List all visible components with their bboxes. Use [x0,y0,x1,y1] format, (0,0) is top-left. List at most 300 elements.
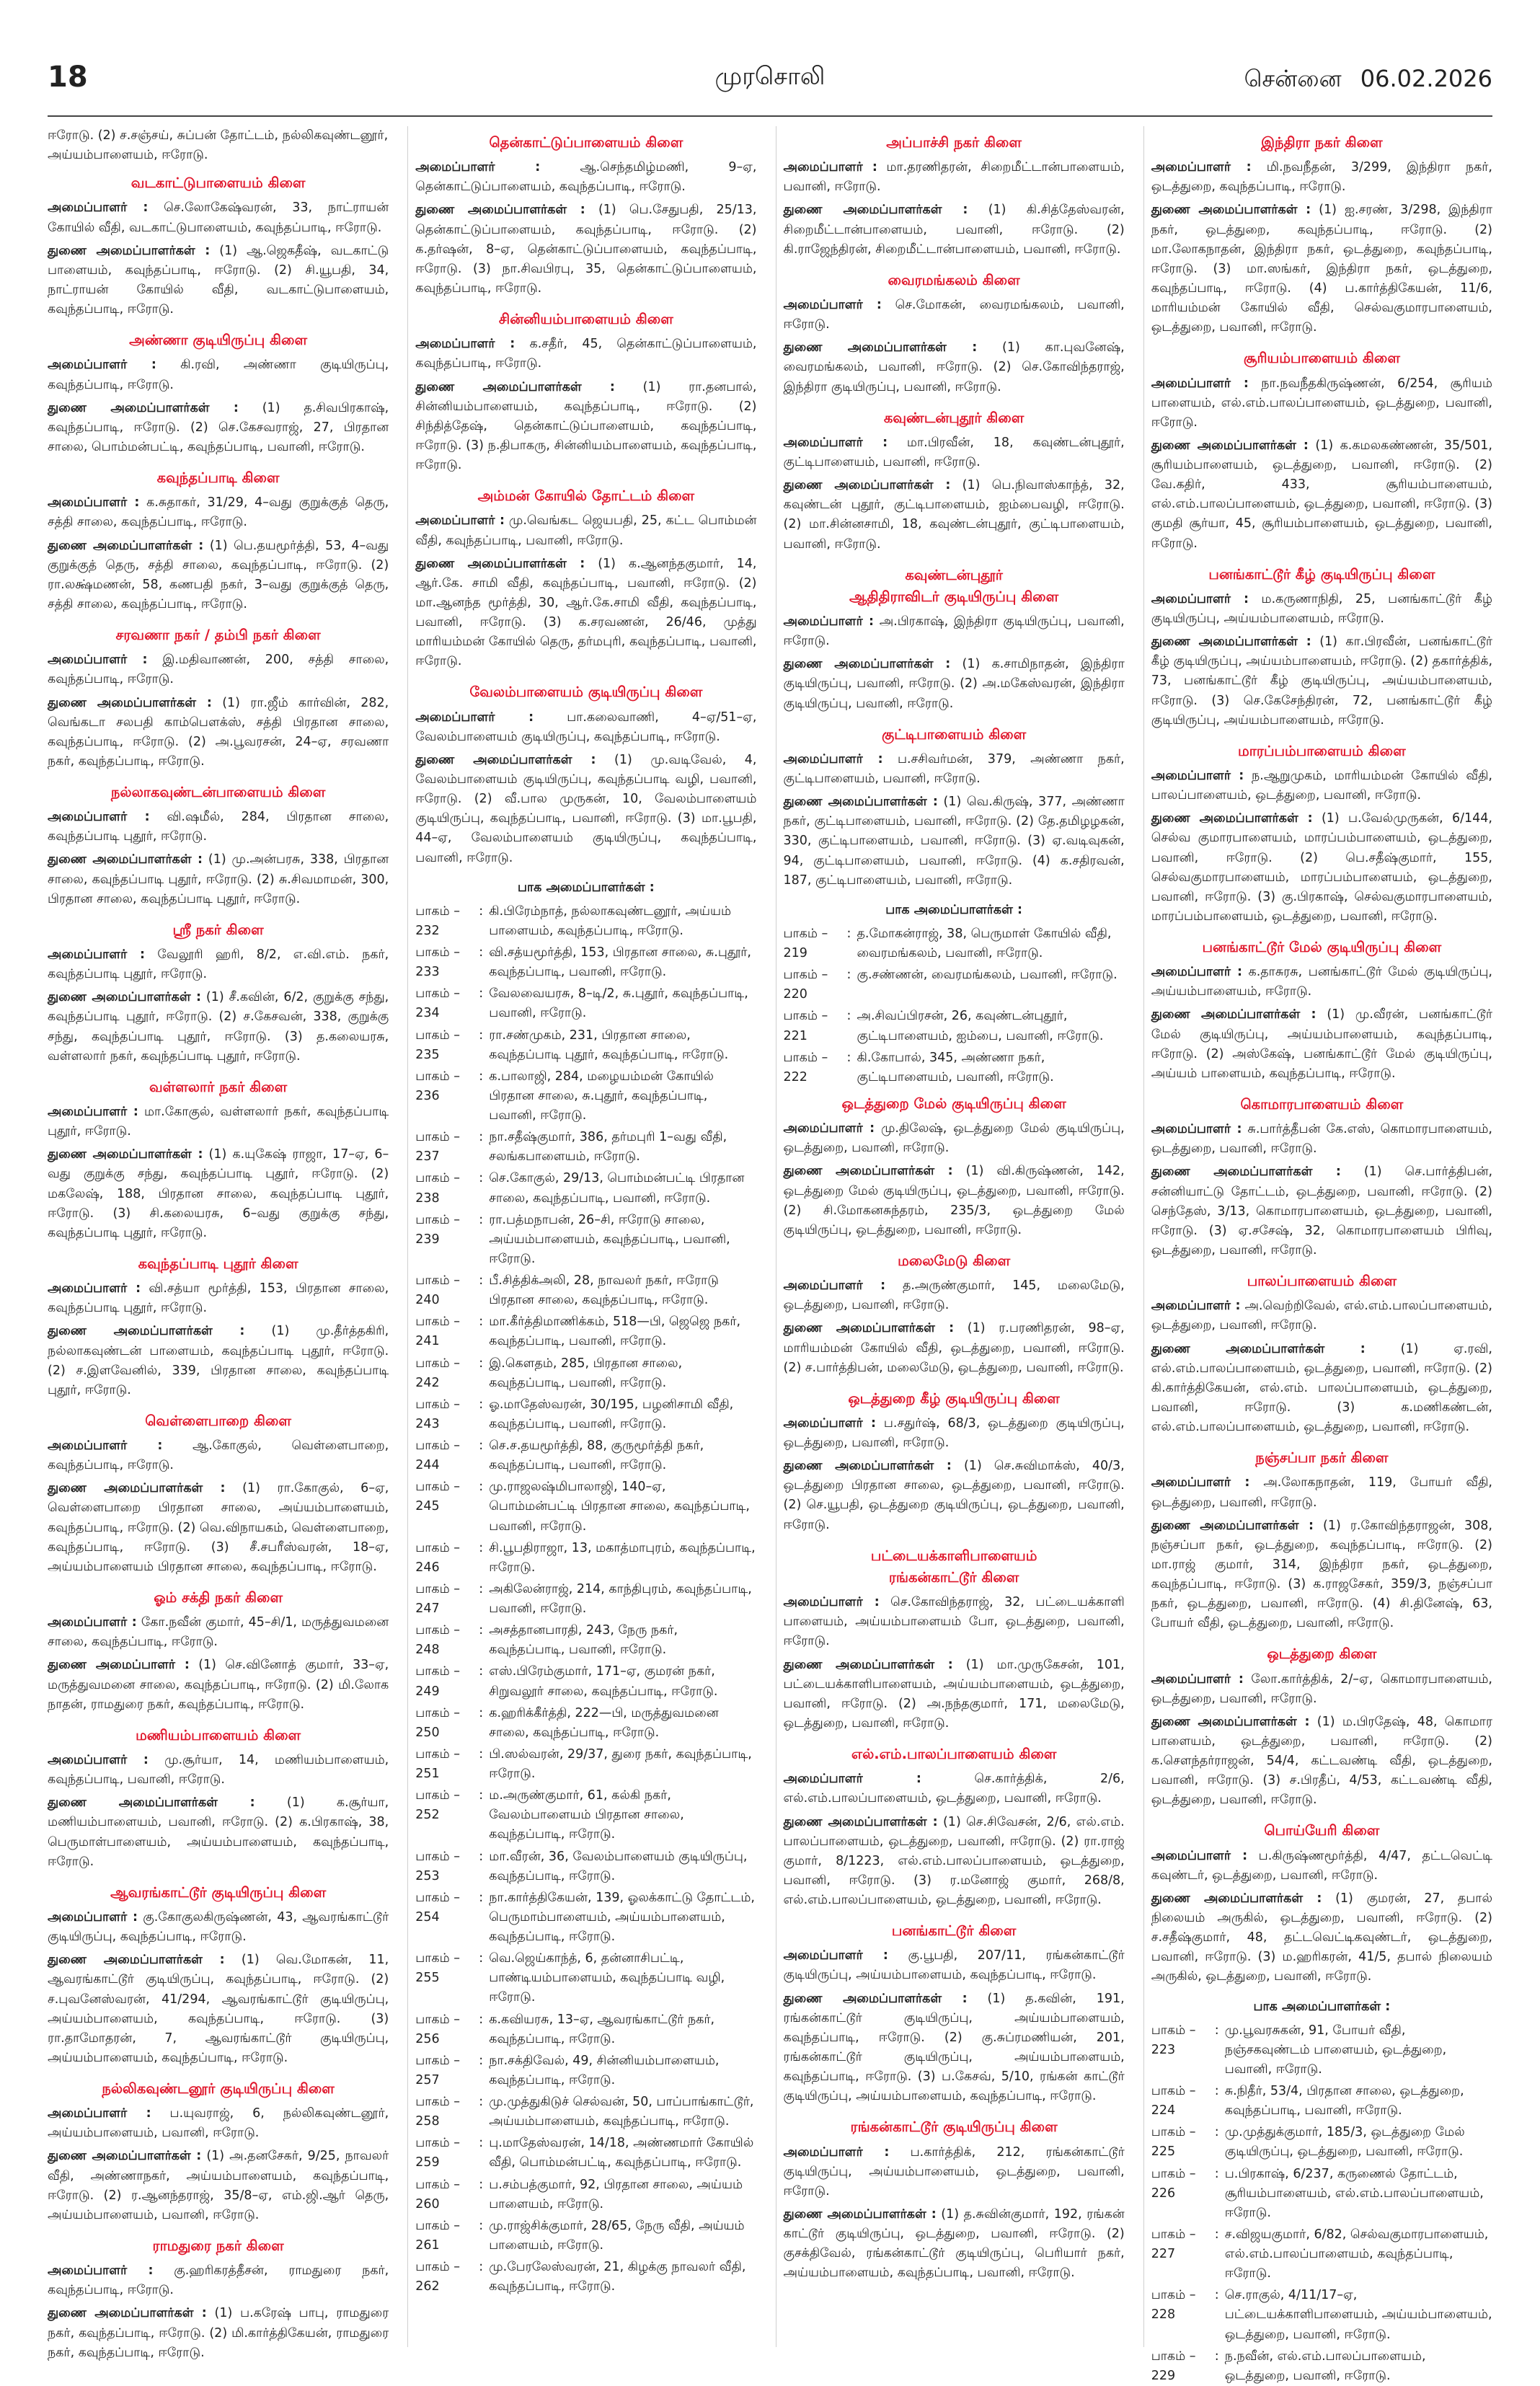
member-details: (1) க.ஆனந்தகுமார், 14, ஆர்.கே. சாமி வீதி, கவுந்தப்பாடி, பவானி, ஈரோடு. (2) மா.ஆனந்த மூர்த்தி, 30, ஆர்.கே.சாமி வீதி, கவுந்தப்பாடி, பவானி, ஈரோடு. (3) க.சரவணன், 26/46, முத்து மாரியம்மன் கோயில் தெரு, தர்மபுரி, கவுந்தப்பாடி, பவானி, ஈரோடு. [415,556,757,669]
booth-row [415,1704,756,1743]
branch-title: வைரமங்கலம் கிளை [888,271,1020,288]
booth-colon: : [479,1581,484,1596]
office-bearer-entry [1151,809,1492,927]
booth-colon: : [479,2095,484,2109]
member-details: (1) பெ.சேதுபதி, 25/13, தென்காட்டுப்பாளையம், கவுந்தப்பாடி, ஈரோடு. (2) க.தர்ஷன், 8–ஏ, தென்காட்டுப்பாளையம், கவுந்தப்பாடி, ஈரோடு. (3) நா.சிவபிரபு, 35, தென்காட்டுப்பாளையம், கவுந்தப்பாடி, ஈரோடு. [415,203,757,296]
office-bearer-entry [1151,1516,1492,1634]
booth-colon: : [479,986,484,1002]
booth-member: நா.சக்திவேல், 49, சின்னியம்பாளையம், கவுந்தப்பாடி, ஈரோடு. [489,2053,720,2087]
branch-title: அப்பாச்சி நகர் கிளை [886,134,1022,151]
booth-colon: : [479,1540,484,1555]
booth-member: கு.சண்ணன், வைரமங்கலம், பவானி, ஈரோடு. [857,968,1118,983]
role-label: துணை அமைப்பாளர்கள் : [1151,1891,1322,1906]
booth-member: த.மோகன்ராஜ், 38, பெருமாள் கோயில் வீதி, வைரமங்கலம், பவானி, ஈரோடு. [857,926,1112,961]
role-label: துணை அமைப்பாளர்கள் : [415,752,596,767]
member-details: (1) ப.கரேஷ் பாபு, ராமதுரை நகர், கவுந்தப்பாடி, ஈரோடு. (2) மி.கார்த்திகேயன், ராமதுரை நகர், கவுந்தப்பாடி, ஈரோடு. [48,2306,389,2360]
booth-colon: : [479,1788,484,1803]
booth-colon: : [479,1849,484,1864]
office-bearer-entry [415,335,756,374]
booth-colon: : [479,2053,484,2068]
member-details: (1) பெ.தயமூர்த்தி, 53, 4–வது குறுக்குத் தெரு, சத்தி சாலை, கவுந்தப்பாடி, ஈரோடு. (2) ரா.லக்ஷ்மணன், 58, கணபதி நகர், 3–வது குறுக்குத் தெரு, சத்தி சாலை, கவுந்தப்பாடி, ஈரோடு. [48,538,389,611]
booth-number: பாகம் – 223 [1151,2023,1196,2057]
role-label: அமைப்பாளர் : [48,1615,137,1630]
booth-row [415,2258,756,2297]
booth-colon: : [1214,2084,1219,2099]
booth-member: கி.பிரேம்நாத், நல்லாகவுண்டனூர், அய்யம் பாளையம், கவுந்தப்பாடி, ஈரோடு. [489,903,732,938]
booth-member: க.ஹரிக்கீர்த்தி, 222—பி, மருத்துவமனை சாலை, கவுந்தப்பாடி, ஈரோடு. [489,1705,719,1740]
member-details: மு.திலேஷ், ஒடத்துறை மேல் குடியிருப்பு, ஒடத்துறை, பவானி, ஈரோடு. [783,1121,1125,1156]
booth-member: மு.பேரலேஸ்வரன், 21, கிழக்கு நாவலர் வீதி, கவுந்தப்பாடி, ஈரோடு. [489,2260,746,2294]
member-details: (1) ஏ.ரவி, எல்.எம்.பாலப்பாளையம், ஒடத்துறை, பவானி, ஈரோடு. (2) கி.கார்த்திகேயன், எல்.எம். பாலப்பாளையம், ஒடத்துறை, பவானி, ஈரோடு. (3) க.மணிகண்டன், எல்.எம்.பாலப்பாளையம், ஒடத்துறை, பவானி, ஈரோடு. [1151,1341,1492,1435]
member-details: க.தாசுரசு, பனங்காட்டூர் மேல் குடியிருப்பு, அய்யம்பாளையம், ஈரோடு. [1151,965,1492,999]
office-bearer-entry [48,988,389,1066]
branch-title: மாரப்பம்பாளையம் கிளை [1238,742,1406,759]
booth-row [784,966,1125,1004]
office-bearer-entry [1151,1162,1492,1260]
booth-colon: : [479,1130,484,1145]
booth-colon: : [479,1951,484,1966]
booth-member: ம.அருண்குமார், 61, கல்கி நகர், வேலம்பாளையம் பிரதான சாலை, கவுந்தப்பாடி, ஈரோடு. [489,1788,684,1842]
office-bearer-entry [48,536,389,615]
booth-number: பாகம் – 253 [415,1849,461,1883]
branch-title: நல்லாகவுண்டன்பாளையம் கிளை [110,784,326,800]
role-label: அமைப்பாளர் : [48,200,149,216]
role-label: துணை அமைப்பாளர்கள் : [1151,1007,1316,1022]
branch-section [1151,937,1492,1084]
office-bearer-entry [784,1457,1125,1535]
member-details: க.சதீர், 45, தென்காட்டுப்பாளையம், கவுந்தப்பாடி, ஈரோடு. [415,337,757,371]
role-label: துணை அமைப்பாளர்கள் : [1151,635,1311,650]
branch-title: சரவணா நகர் / தம்பி நகர் கிளை [115,627,321,644]
booth-number: பாகம் – 261 [415,2218,461,2253]
role-label: துணை அமைப்பாளர்கள் : [783,478,951,493]
branch-title: பனங்காட்டூர் கிளை [891,1922,1017,1940]
role-label: துணை அமைப்பாளர்கள் : [783,1991,968,2006]
booth-number: பாகம் – 248 [415,1623,461,1658]
role-label: அமைப்பாளர் : [48,810,150,825]
branch-title: பொய்யேரி கிளை [1264,1822,1380,1839]
office-bearer-entry [415,200,756,299]
member-details: கோ.நவீன் குமார், 45–சி/1, மருத்துவமனை சாலை, கவுந்தப்பாடி, ஈரோடு. [48,1615,389,1650]
newspaper-name: முரசொலி [714,62,826,91]
office-bearer-entry [48,198,389,237]
branch-section [1151,1447,1492,1633]
role-label: அமைப்பாளர் : [48,358,156,373]
member-details: (1) ர.பரணிதரன், 98–ஏ, மாரியம்மன் கோயில் வீதி, ஒடத்துறை, பவானி, ஈரோடு. (2) ச.பார்த்திபன், மலைமேடு, ஒடத்துறை, பவானி, ஈரோடு. [783,1321,1125,1375]
office-bearer-entry [1151,436,1492,554]
role-label: அமைப்பாளர் : [1151,376,1249,391]
booth-member: வெ.ஜெய்காந்த், 6, தன்னாசிபட்டி, பாண்டியம்பாளையம், கவுந்தப்பாடி வழி, ஈரோடு. [489,1951,725,2005]
office-bearer-entry [1151,1005,1492,1084]
role-label: துணை அமைப்பாளர்கள் : [48,1953,225,1968]
branch-section [48,624,389,772]
booth-colon: : [479,2012,484,2027]
office-bearer-entry [1151,158,1492,197]
office-bearer-entry [48,1436,389,1475]
booth-colon: : [479,2218,484,2233]
role-label: துணை அமைப்பாளர்கள் : [48,243,211,258]
role-label: அமைப்பாளர் : [48,2106,151,2121]
member-details: (1) அ.தனசேகர், 9/25, நாவலர் வீதி, அண்ணாநகர், அய்யம்பாளையம், கவுந்தப்பாடி, ஈரோடு. (2) ர.ஆனந்தராஜ், 35/8–ஏ, எம்.ஜி.ஆர் தெரு, அய்யம்பாளையம், பவானி, ஈரோடு. [48,2149,389,2222]
article-columns [48,126,1493,2383]
booth-colon: : [479,1069,484,1084]
member-details: (1) ஆ.ஜெகதீஷ், வடகாட்டு பாளையம், கவுந்தப்பாடி, ஈரோடு. (2) சி.யூபதி, 34, நாட்ராயன் கோயில் வீதி, வடகாட்டுபாளையம், கவுந்தப்பாடி, ஈரோடு. [48,243,389,317]
booth-member: மு.ராஜலஷ்மிபாலாஜி, 140–ஏ, பொம்மன்பட்டி பிரதான சாலை, கவுந்தப்பாடி, பவானி, ஈரோடு. [489,1480,750,1534]
booth-colon: : [479,1623,484,1638]
booth-number: பாகம் – 240 [415,1273,461,1308]
booth-number: பாகம் – 235 [415,1028,461,1062]
office-bearer-entry [48,1322,389,1400]
member-details: ப.யுவராஜ், 6, நல்லிகவுண்டனூர், அய்யம்பாளையம், பவானி, ஈரோடு. [48,2106,389,2141]
role-label: அமைப்பாளர் : [48,653,148,668]
member-details: ந.ஆறுமுகம், மாரியம்மன் கோயில் வீதி, பாலப்பாளையம், ஒடத்துறை, பவானி, ஈரோடு. [1151,769,1492,803]
role-label: துணை அமைப்பாளர்கள் : [48,852,203,867]
member-details: ப.சசிவர்மன், 379, அண்ணா நகர், குட்டிபாளையம், பவானி, ஈரோடு. [783,751,1125,787]
role-label: துணை அமைப்பாளர்கள் : [1151,811,1313,826]
booth-colon: : [479,1273,484,1288]
booth-number: பாகம் – 225 [1151,2125,1196,2160]
role-label: அமைப்பாளர் : [783,1948,888,1963]
booth-row [1151,2123,1492,2162]
branch-section [784,407,1125,554]
branch-title: பனங்காட்டூர் மேல் குடியிருப்பு கிளை [1202,939,1442,955]
role-label: அமைப்பாளர் : [783,298,882,313]
role-label: அமைப்பாளர் : [783,2144,890,2160]
branch-section [784,1545,1125,1733]
booth-member: பீ.சித்திக்அலி, 28, நாவலர் நகர், ஈரோடு பிரதான சாலை, கவுந்தப்பாடி, ஈரோடு. [489,1273,719,1308]
booth-member: கி.கோபால், 345, அண்ணா நகர், குட்டிபாளையம், பவானி, ஈரோடு. [857,1050,1054,1084]
branch-section [1151,1094,1492,1260]
booth-member: மு.பூவரசுகன், 91, போயர் வீதி, நஞ்சகவுண்டம் பாளையம், ஒடத்துறை, பவானி, ஈரோடு. [1224,2023,1447,2077]
role-label: துணை அமைப்பாளர்கள் : [415,203,585,218]
member-details: க.சுதாகர், 31/29, 4–வது குறுக்குத் தெரு, சத்தி சாலை, கவுந்தப்பாடி, ஈரோடு. [48,495,389,530]
booth-member: மு.முத்துக்குமார், 185/3, ஒடத்துறை மேல் குடியிருப்பு, ஒடத்துறை, பவானி, ஈரோடு. [1224,2125,1465,2160]
booth-row [415,1395,756,1434]
booth-colon: : [479,1746,484,1762]
member-details: சு.பார்த்தீபன் கே.எஸ், கொமாரபாளையம், ஒடத்துறை, பவானி, ஈரோடு. [1151,1122,1492,1157]
office-bearer-entry [48,1908,389,1947]
booth-number: பாகம் – 232 [415,903,461,938]
branch-title: பனங்காட்டூர் கீழ் குடியிருப்பு கிளை [1208,565,1435,583]
booth-member: வேலவையரசு, 8–டி/2, சு.புதூர், கவுந்தப்பாடி, பவானி, ஈரோடு. [489,986,748,1021]
masthead [48,58,1492,108]
office-bearer-entry [1151,1296,1492,1335]
member-details: (1) வெ.கிருஷ், 377, அண்ணா நகர், குட்டிபாளையம், பவானி, ஈரோடு. (2) தே.தமிழழகன், 330, குட்டிபாளையம், பவானி, ஈரோடு. (3) ஏ.வடிவுகன், 94, குட்டிபாளையம், பவானி, ஈரோடு. (4) க.சதிரவன், 187, குட்டிபாளையம், பவானி, ஈரோடு. [783,795,1125,888]
role-label: அமைப்பாளர் : [1151,160,1252,175]
member-details: செ.லோகேஷ்வரன், 33, நாட்ராயன் கோயில் வீதி, வடகாட்டுபாளையம், கவுந்தப்பாடி, ஈரோடு. [48,200,389,235]
role-label: துணை அமைப்பாளர்கள் : [1151,1165,1341,1180]
booth-row [415,902,756,941]
branch-title: பாலப்பாளையம் கிளை [1247,1273,1397,1290]
booth-row [415,2175,756,2214]
branch-title: தென்காட்டுப்பாளையம் கிளை [489,134,683,151]
booth-number: பாகம் – 219 [783,926,828,961]
booth-member: க.கவியரசு, 13–ஏ, ஆவரங்காட்டூர் நகர், கவுந்தப்பாடி, ஈரோடு. [489,2012,715,2046]
role-label: அமைப்பாளர் : [1151,769,1244,783]
office-bearer-entry [784,1162,1125,1240]
office-bearer-entry [1151,200,1492,337]
branch-section [48,2078,389,2225]
member-details: செ.மோகன், வைரமங்கலம், பவானி, ஈரோடு. [783,298,1125,332]
office-bearer-entry [48,1950,389,2068]
booth-row [1151,2021,1492,2080]
role-label: துணை அமைப்பாளர்கள் : [48,2149,202,2164]
member-details: (1) வி.கிருஷ்ணன், 142, ஒடத்துறை மேல் குடியிருப்பு, ஒடத்துறை, பவானி, ஈரோடு. (2) சி.மோகனசுந்தரம், 235/3, ஒடத்துறை மேல் குடியிருப்பு, ஒடத்துறை, பவானி, ஈரோடு. [783,1164,1125,1237]
booth-member: க.பாலாஜி, 284, மழையம்மன் கோயில் பிரதான சாலை, சு.புதூர், கவுந்தப்பாடி, பவானி, ஈரோடு. [489,1069,714,1123]
office-bearer-entry [415,158,756,197]
booth-number: பாகம் – 246 [415,1540,461,1575]
role-label: அமைப்பாளர் : [48,2263,154,2279]
office-bearer-entry [48,945,389,984]
member-details: அ.லோகநாதன், 119, போயர் வீதி, ஒடத்துறை, பவானி, ஈரோடு. [1151,1475,1492,1510]
role-label: அமைப்பாளர் : [1151,1848,1248,1863]
booth-number: பாகம் – 236 [415,1069,461,1103]
booth-colon: : [479,1480,484,1495]
booth-colon: : [1214,2288,1219,2303]
member-details: (1) க.யுகேஷ் ராஜா, 17–ஏ, 6–வது குறுக்கு சந்து, கவுந்தப்பாடி புதூர், ஈரோடு. (2) மகலேஷ், 188, பிரதான சாலை, கவுந்தப்பாடி புதூர், ஈரோடு. (3) சி.கலையரசு, 6–வது குறுக்கு சந்து, கவுந்தப்பாடி புதூர், ஈரோடு. [48,1147,389,1240]
booth-colon: : [479,1212,484,1227]
role-label: துணை அமைப்பாளர்கள் : [48,400,239,415]
header-rule [48,115,1492,117]
column-1 [48,126,389,2360]
member-details: (1) மா.முருகேசன், 101, பட்டையக்காளிபாளையம், அய்யம்பாளையம், ஒடத்துறை, பவானி, ஈரோடு. (2) அ.நந்தகுமார், 171, மலைமேடு, ஒடத்துறை, பவானி, ஈரோடு. [783,1657,1125,1731]
role-label: துணை அமைப்பாளர்கள் : [783,2206,937,2222]
member-details: (1) சீ.கவின், 6/2, குறுக்கு சந்து, கவுந்தப்பாடி புதூர், ஈரோடு. (2) ச.கேசவன், 338, குறுக்கு சந்து, கவுந்தப்பாடி புதூர், ஈரோடு. (3) த.கலையரசு, வள்ளலார் நகர், கவுந்தப்பாடி புதூர், ஈரோடு. [48,990,389,1064]
member-details: இ.மதிவாணன், 200, சத்தி சாலை, கவுந்தப்பாடி, ஈரோடு. [48,653,389,687]
booth-colon: : [479,1664,484,1679]
member-details: மா.கோகுல், வள்ளலார் நகர், கவுந்தப்பாடி புதூர், ஈரோடு. [48,1105,389,1139]
booth-row [784,924,1125,963]
role-label: அமைப்பாளர் : [783,435,888,450]
booth-row [415,1621,756,1660]
booth-row [415,1354,756,1393]
office-bearer-entry [48,850,389,909]
branch-title: கவுண்டன்புதூர் கிளை [883,409,1025,426]
booth-colon: : [479,1356,484,1371]
branch-title: அம்மன் கோயில் தோட்டம் கிளை [477,487,695,505]
role-label: அமைப்பாளர் : [415,160,541,175]
branch-title: வெள்ளைபாறை கிளை [145,1412,291,1429]
branch-section [1151,1271,1492,1437]
booth-row [784,1048,1125,1087]
member-details: (1) ரா.கோகுல், 6–ஏ, வெள்ளைபாறை பிரதான சாலை, அய்யம்பாளையம், கவுந்தப்பாடி, ஈரோடு. (2) வெ.விநாயகம், வெள்ளைபாறை, கவுந்தப்பாடி, ஈரோடு. (3) சீ.சபரீஸ்வரன், 18–ஏ, அய்யம்பாளையம் பிரதான சாலை, கவுந்தப்பாடி, ஈரோடு. [48,1481,389,1574]
branch-section [784,132,1125,260]
office-bearer-entry [1151,766,1492,805]
column-4 [1143,126,1493,2383]
role-label: துணை அமைப்பாளர்கள் : [783,203,968,218]
role-label: துணை அமைப்பாளர்கள் : [783,1459,952,1474]
edition-city: சென்னை [1244,65,1342,92]
member-details: (1) க.கமலகண்ணன், 35/501, சூரியம்பாளையம், ஒடத்துறை, பவானி, ஈரோடு. (2) வே.கதிர், 433, சூரியம்பாளையம், எல்.எம்.பாலப்பாளையம், ஒடத்துறை, பவானி, ஈரோடு. (3) குமதி சூர்யா, 45, சூரியம்பாளையம், ஒடத்துறை, பவானி, ஈரோடு. [1151,438,1492,551]
branch-section [48,1253,389,1400]
member-details: ப.கார்த்திக், 212, ரங்கன்காட்டூர் குடியிருப்பு, அய்யம்பாளையம், ஒடத்துறை, பவானி, ஈரோடு. [783,2144,1125,2199]
member-details: லோ.கார்த்திக், 2/–ஏ, கொமாரபாளையம், ஒடத்துறை, பவானி, ஈரோடு. [1151,1671,1492,1706]
role-label: அமைப்பாளர் : [783,1415,877,1431]
booth-row [415,1888,756,1947]
office-bearer-entry [784,1319,1125,1377]
office-bearer-entry [1151,1670,1492,1709]
branch-section [1151,1820,1492,1987]
booth-member: அகிலேன்ராஜ், 214, காந்திபுரம், கவுந்தப்பாடி, பவானி, ஈரோடு. [489,1581,752,1616]
booth-number: பாகம் – 222 [783,1050,828,1084]
booth-member: மு.முத்துகிடுச் செல்வன், 50, பாப்பாங்காட்டூர், அய்யம்பாளையம், கவுந்தப்பாடி, ஈரோடு. [489,2095,754,2129]
role-label: அமைப்பாளர் : [1151,1475,1250,1490]
branch-title: குட்டிபாளையம் கிளை [882,725,1027,743]
branch-title: ஆவரங்காட்டூர் குடியிருப்பு கிளை [110,1883,327,1901]
branch-section [784,1093,1125,1240]
member-details: மா.பிரவீன், 18, கவுண்டன்புதூர், குட்டிபாளையம், பவானி, ஈரோடு. [783,435,1125,470]
office-bearer-entry [48,355,389,394]
booth-member: பி.ஸல்வரன், 29/37, துரை நகர், கவுந்தப்பாடி, ஈரோடு. [489,1746,752,1781]
booth-row [415,1067,756,1126]
role-label: அமைப்பாளர் : [783,751,883,766]
booth-colon: : [1214,2349,1219,2364]
role-label: துணை அமைப்பாளர்கள் : [783,795,938,810]
office-bearer-entry [415,554,756,672]
office-bearer-entry [1151,963,1492,1002]
branch-title: ராமதுரை நகர் கிளை [152,2237,284,2254]
booth-number: பாகம் – 234 [415,986,461,1021]
booth-row [415,1539,756,1578]
branch-section [1151,741,1492,927]
booth-member: ச.விஜயகுமார், 6/82, செல்வகுமாரபாளையம், எல்.எம்.பாலப்பாளையம், கவுந்தப்பாடி, ஈரோடு. [1224,2227,1489,2281]
office-bearer-entry [784,1946,1125,1985]
member-details: செ.கோவிந்தராஜ், 32, பட்டையக்காளி பாளையம், அய்யம்பாளையம் போ, ஒடத்துறை, பவானி, ஈரோடு. [783,1595,1125,1649]
office-bearer-entry [415,378,756,476]
role-label: அமைப்பாளர் : [415,337,515,352]
booth-colon: : [846,1050,851,1065]
booth-number: பாகம் – 229 [1151,2349,1196,2383]
member-details: கு.ஹரிகரத்தீசன், ராமதுரை நகர், கவுந்தப்பாடி, ஈரோடு. [48,2263,389,2298]
role-label: துணை அமைப்பாளர்கள் : [48,695,212,710]
branch-title: வடகாட்டுபாளையம் கிளை [130,174,306,192]
booth-number: பாகம் – 237 [415,1130,461,1165]
office-bearer-entry [48,493,389,532]
booth-number: பாகம் – 228 [1151,2288,1196,2323]
branch-section [48,1882,389,2068]
office-bearer-entry [48,1751,389,1790]
member-details: வேலூரி ஹரி, 8/2, எ.வி.எம். நகர், கவுந்தப்பாடி புதூர், ஈரோடு. [48,947,389,982]
member-details: (1) கா.புவனேஷ், வைரமங்கலம், பவானி, ஈரோடு. (2) செ.கோவிந்தராஜ், இந்திரா குடியிருப்பு, பவானி, ஈரோடு. [783,340,1125,394]
member-details: கு.கோகுலகிருஷ்ணன், 43, ஆவரங்காட்டூர் குடியிருப்பு, கவுந்தப்பாடி, ஈரோடு. [48,1910,389,1945]
member-details: ம.கருணாநிதி, 25, பனங்காட்டூர் கீழ் குடியிருப்பு, அய்யம்பாளையம், ஈரோடு. [1151,591,1492,627]
role-label: துணை அமைப்பாளர்கள் : [1151,203,1311,218]
branch-title: பட்டையக்காளிபாளையம் ரங்கன்காட்டூர் கிளை [870,1547,1037,1586]
member-details: (1) மு.வீரன், பனங்காட்டூர் மேல் குடியிருப்பு, அய்யம்பாளையம், கவுந்தப்பாடி, ஈரோடு. (2) அஸ்கேஷ், பனங்காட்டூர் மேல் குடியிருப்பு, அய்யம் பாளையம், கவுந்தப்பாடி, ஈரோடு. [1151,1007,1492,1081]
office-bearer-entry [784,1769,1125,1808]
branch-title: இந்திரா நகர் கிளை [1261,134,1383,151]
booth-row [415,1580,756,1619]
booth-row [415,1271,756,1310]
page-number: 18 [48,61,88,94]
office-bearer-entry [784,433,1125,472]
booth-row [784,1007,1125,1046]
office-bearer-entry [1151,1473,1492,1512]
booth-number: பாகம் – 256 [415,2012,461,2046]
booth-member: அ.சிவப்பிரசன், 26, கவுண்டன்புதூர், குட்டிபாளையம், ஐம்பை, பவானி, ஈரோடு. [857,1009,1104,1043]
booth-row [1151,2225,1492,2284]
role-label: துணை அமைப்பாளர்கள் : [1151,438,1309,453]
role-label: துணை அமைப்பாளர்கள் : [48,1795,255,1811]
role-label: துணை அமைப்பாளர்கள் : [415,379,615,394]
booth-colon: : [846,968,851,983]
office-bearer-entry [784,792,1125,891]
booth-row [415,1949,756,2007]
member-details: கு.பூபதி, 207/11, ரங்கன்காட்டூர் குடியிருப்பு, அய்யம்பாளையம், கவுந்தப்பாடி, ஈரோடு. [783,1948,1125,1983]
office-bearer-entry [1151,1847,1492,1886]
booth-member: ஓ.மாதேஸ்வரன், 30/195, பழனிசாமி வீதி, கவுந்தப்பாடி, பவானி, ஈரோடு. [489,1397,734,1431]
booth-row [415,2217,756,2255]
role-label: அமைப்பாளர் : [48,495,140,511]
office-bearer-entry [48,1793,389,1872]
member-details: (1) ரா.ஜீம் கார்வின், 282, வெங்கடா சலபதி காம்பெளக்ஸ், சத்தி பிரதான சாலை, கவுந்தப்பாடி, ஈரோடு. (2) அ.பூவரசன், 24–ஏ, சரவணா நகர், கவுந்தப்பாடி, ஈரோடு. [48,695,389,769]
branch-section [1151,348,1492,553]
role-label: அமைப்பாளர் : [1151,591,1249,606]
role-label: துணை அமைப்பாளர் : [48,1658,190,1673]
booth-number: பாகம் – 262 [415,2260,461,2294]
branch-section [1151,564,1492,730]
member-details: நா.நவநீதகிருஷ்ணன், 6/254, சூரியம் பாளையம், எல்.எம்.பாலப்பாளையம், ஒடத்துறை, பவானி, ஈரோடு. [1151,376,1492,430]
booth-colon: : [479,1439,484,1453]
branch-title: வேலம்பாளையம் குடியிருப்பு கிளை [469,684,703,701]
booth-colon: : [479,1705,484,1720]
office-bearer-entry [784,655,1125,713]
edition-info [1233,65,1492,95]
booth-row [415,1745,756,1784]
office-bearer-entry [48,650,389,689]
booth-colon: : [479,2136,484,2151]
role-label: துணை அமைப்பாளர்கள் : [1151,1518,1314,1533]
branch-section [48,172,389,319]
booth-number: பாகம் – 255 [415,1951,461,1986]
member-details: அ.பிரகாஷ், இந்திரா குடியிருப்பு, பவானி, ஈரோடு. [783,614,1125,649]
booth-heading: பாக அமைப்பாளர்கள் : [1253,1999,1391,2014]
office-bearer-entry [784,612,1125,651]
branch-section [48,330,389,457]
booth-member: நா.சதீஷ்குமார், 386, தர்மபுரி 1–வது வீதி, சலங்கபாளையம், ஈரோடு. [489,1130,727,1165]
member-details: (1) ஐ.சரண், 3/298, இந்திரா நகர், ஒடத்துறை, கவுந்தப்பாடி, ஈரோடு. (2) மா.லோகநாதன், இந்திரா நகர், ஒடத்துறை, கவுந்தப்பாடி, ஈரோடு. (3) மா.ஸங்கர், இந்திரா நகர், ஒடத்துறை, கவுந்தப்பாடி, ஈரோடு. (4) ப.கார்த்திகேயன், 11/6, மாரியம்மன் கோயில் வீதி, செல்வகுமாரபாளையம், ஒடத்துறை, பவானி, ஈரோடு. [1151,203,1492,335]
member-details: பா.கலைவாணி, 4–ஏ/51–ஏ, வேலம்பாளையம் குடியிருப்பு, கவுந்தப்பாடி, ஈரோடு. [415,710,757,744]
role-label: துணை அமைப்பாளர்கள் : [783,1164,953,1179]
role-label: துணை அமைப்பாளர்கள் : [783,1657,953,1672]
branch-title: ஒடத்துறை கிளை [1267,1645,1377,1663]
role-label: துணை அமைப்பாளர்கள் : [783,1321,955,1336]
booth-number: பாகம் – 252 [415,1788,461,1823]
role-label: துணை அமைப்பாளர்கள் : [783,1814,938,1829]
booth-member: செ.ச.தயமூர்த்தி, 88, குருமூர்த்தி நகர், கவுந்தப்பாடி, பவானி, ஈரோடு. [489,1439,704,1473]
member-details: (1) பெ.நிவாஸ்காந்த், 32, கவுண்டன் புதூர், குட்டிபாளையம், ஐம்பைவழி, ஈரோடு. (2) மா.சின்னசாமி, 18, கவுண்டன்புதூர், குட்டிபாளையம், பவானி, ஈரோடு. [783,478,1125,552]
office-bearer-entry [48,1613,389,1652]
member-details: மா.தரணிதரன், சிறைமீட்டான்பாளையம், பவானி, ஈரோடு. [783,160,1125,195]
booth-number: பாகம் – 220 [783,968,828,1002]
branch-section [784,1744,1125,1910]
office-bearer-entry [784,476,1125,554]
member-details: வி.ஷமீல், 284, பிரதான சாலை, கவுந்தப்பாடி புதூர், ஈரோடு. [48,810,389,844]
role-label: அமைப்பாளர் : [1151,1671,1244,1687]
office-bearer-entry [784,750,1125,789]
branch-section [784,724,1125,891]
office-bearer-entry [1151,374,1492,433]
member-details: (1) கி.சித்தேஸ்வரன், சிறைமீட்டான்பாளையம், பவானி, ஈரோடு. (2) கி.ராஜேந்திரன், சிறைமீட்டான்பாளையம், பவானி, ஈரோடு. [783,203,1125,257]
role-label: துணை அமைப்பாளர்கள் : [783,657,951,672]
booth-row [415,2093,756,2131]
booth-member: ப.சம்பத்குமார், 92, பிரதான சாலை, அய்யம் பாளையம், ஈரோடு. [489,2177,743,2212]
booth-member: சு.நிதீர், 53/4, பிரதான சாலை, ஒடத்துறை, கவுந்தப்பாடி, பவானி, ஈரோடு. [1224,2084,1464,2118]
branch-title: வள்ளலார் நகர் கிளை [149,1078,288,1095]
role-label: அமைப்பாளர் : [1151,965,1242,980]
member-details: (1) செ.பார்த்திபன், சன்னியாட்டு தோட்டம், ஒடத்துறை, பவானி, ஈரோடு. (2) செந்தேஸ், 3/13, கொமாரபாளையம், ஒடத்துறை, பவானி, ஈரோடு. (3) ஏ.சசேஷ், 32, கொமாரபாளையம் பிரிவு, ஒடத்துறை, பவானி, ஈரோடு. [1151,1165,1493,1258]
booth-member: மா.வீரன், 36, வேலம்பாளையம் குடியிருப்பு, கவுந்தப்பாடி, ஈரோடு. [489,1849,748,1883]
